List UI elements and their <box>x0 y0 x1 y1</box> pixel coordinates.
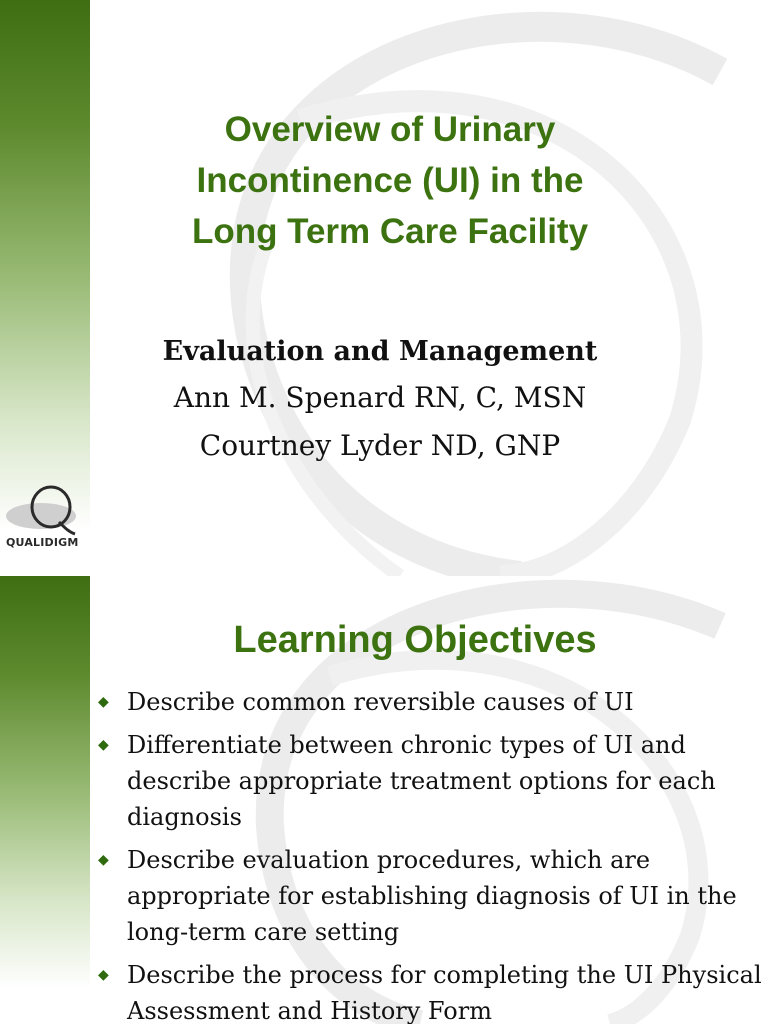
objective-text: Describe evaluation procedures, which are appropriate for establishing diagnosis of UI in the long-term care setting <box>127 846 737 946</box>
list-item <box>96 727 764 835</box>
list-item <box>96 957 764 1024</box>
subtitle-block <box>90 330 670 470</box>
green-gradient-sidebar <box>0 576 90 1024</box>
title-line: Long Term Care Facility <box>191 212 589 251</box>
subtitle: Evaluation and Management <box>162 336 598 367</box>
title-line: Incontinence (UI) in the <box>196 161 584 200</box>
diamond-bullet-icon: ◆ <box>98 852 109 868</box>
objective-text: Differentiate between chronic types of UI and describe appropriate treatment options for each diagnosis <box>127 731 716 831</box>
list-item <box>96 842 764 950</box>
objective-text: Describe common reversible causes of UI <box>127 688 634 716</box>
diamond-bullet-icon: ◆ <box>98 737 109 753</box>
objectives-slide <box>0 576 768 1024</box>
diamond-bullet-icon: ◆ <box>98 694 109 710</box>
logo-wordmark: QUALIDIGM <box>6 536 79 549</box>
author-name: Ann M. Spenard RN, C, MSN <box>173 381 587 414</box>
logo-q-icon <box>3 484 83 538</box>
diamond-bullet-icon: ◆ <box>98 967 109 983</box>
objectives-list <box>96 684 764 1024</box>
author-name: Courtney Lyder ND, GNP <box>199 429 561 462</box>
objective-text: Describe the process for completing the UI Physical Assessment and History Form <box>127 961 762 1024</box>
qualidigm-logo <box>3 484 93 554</box>
list-item <box>96 684 764 720</box>
title-line: Overview of Urinary <box>224 110 556 149</box>
presentation-title <box>110 104 670 257</box>
slide-title: Learning Objectives <box>233 619 597 661</box>
